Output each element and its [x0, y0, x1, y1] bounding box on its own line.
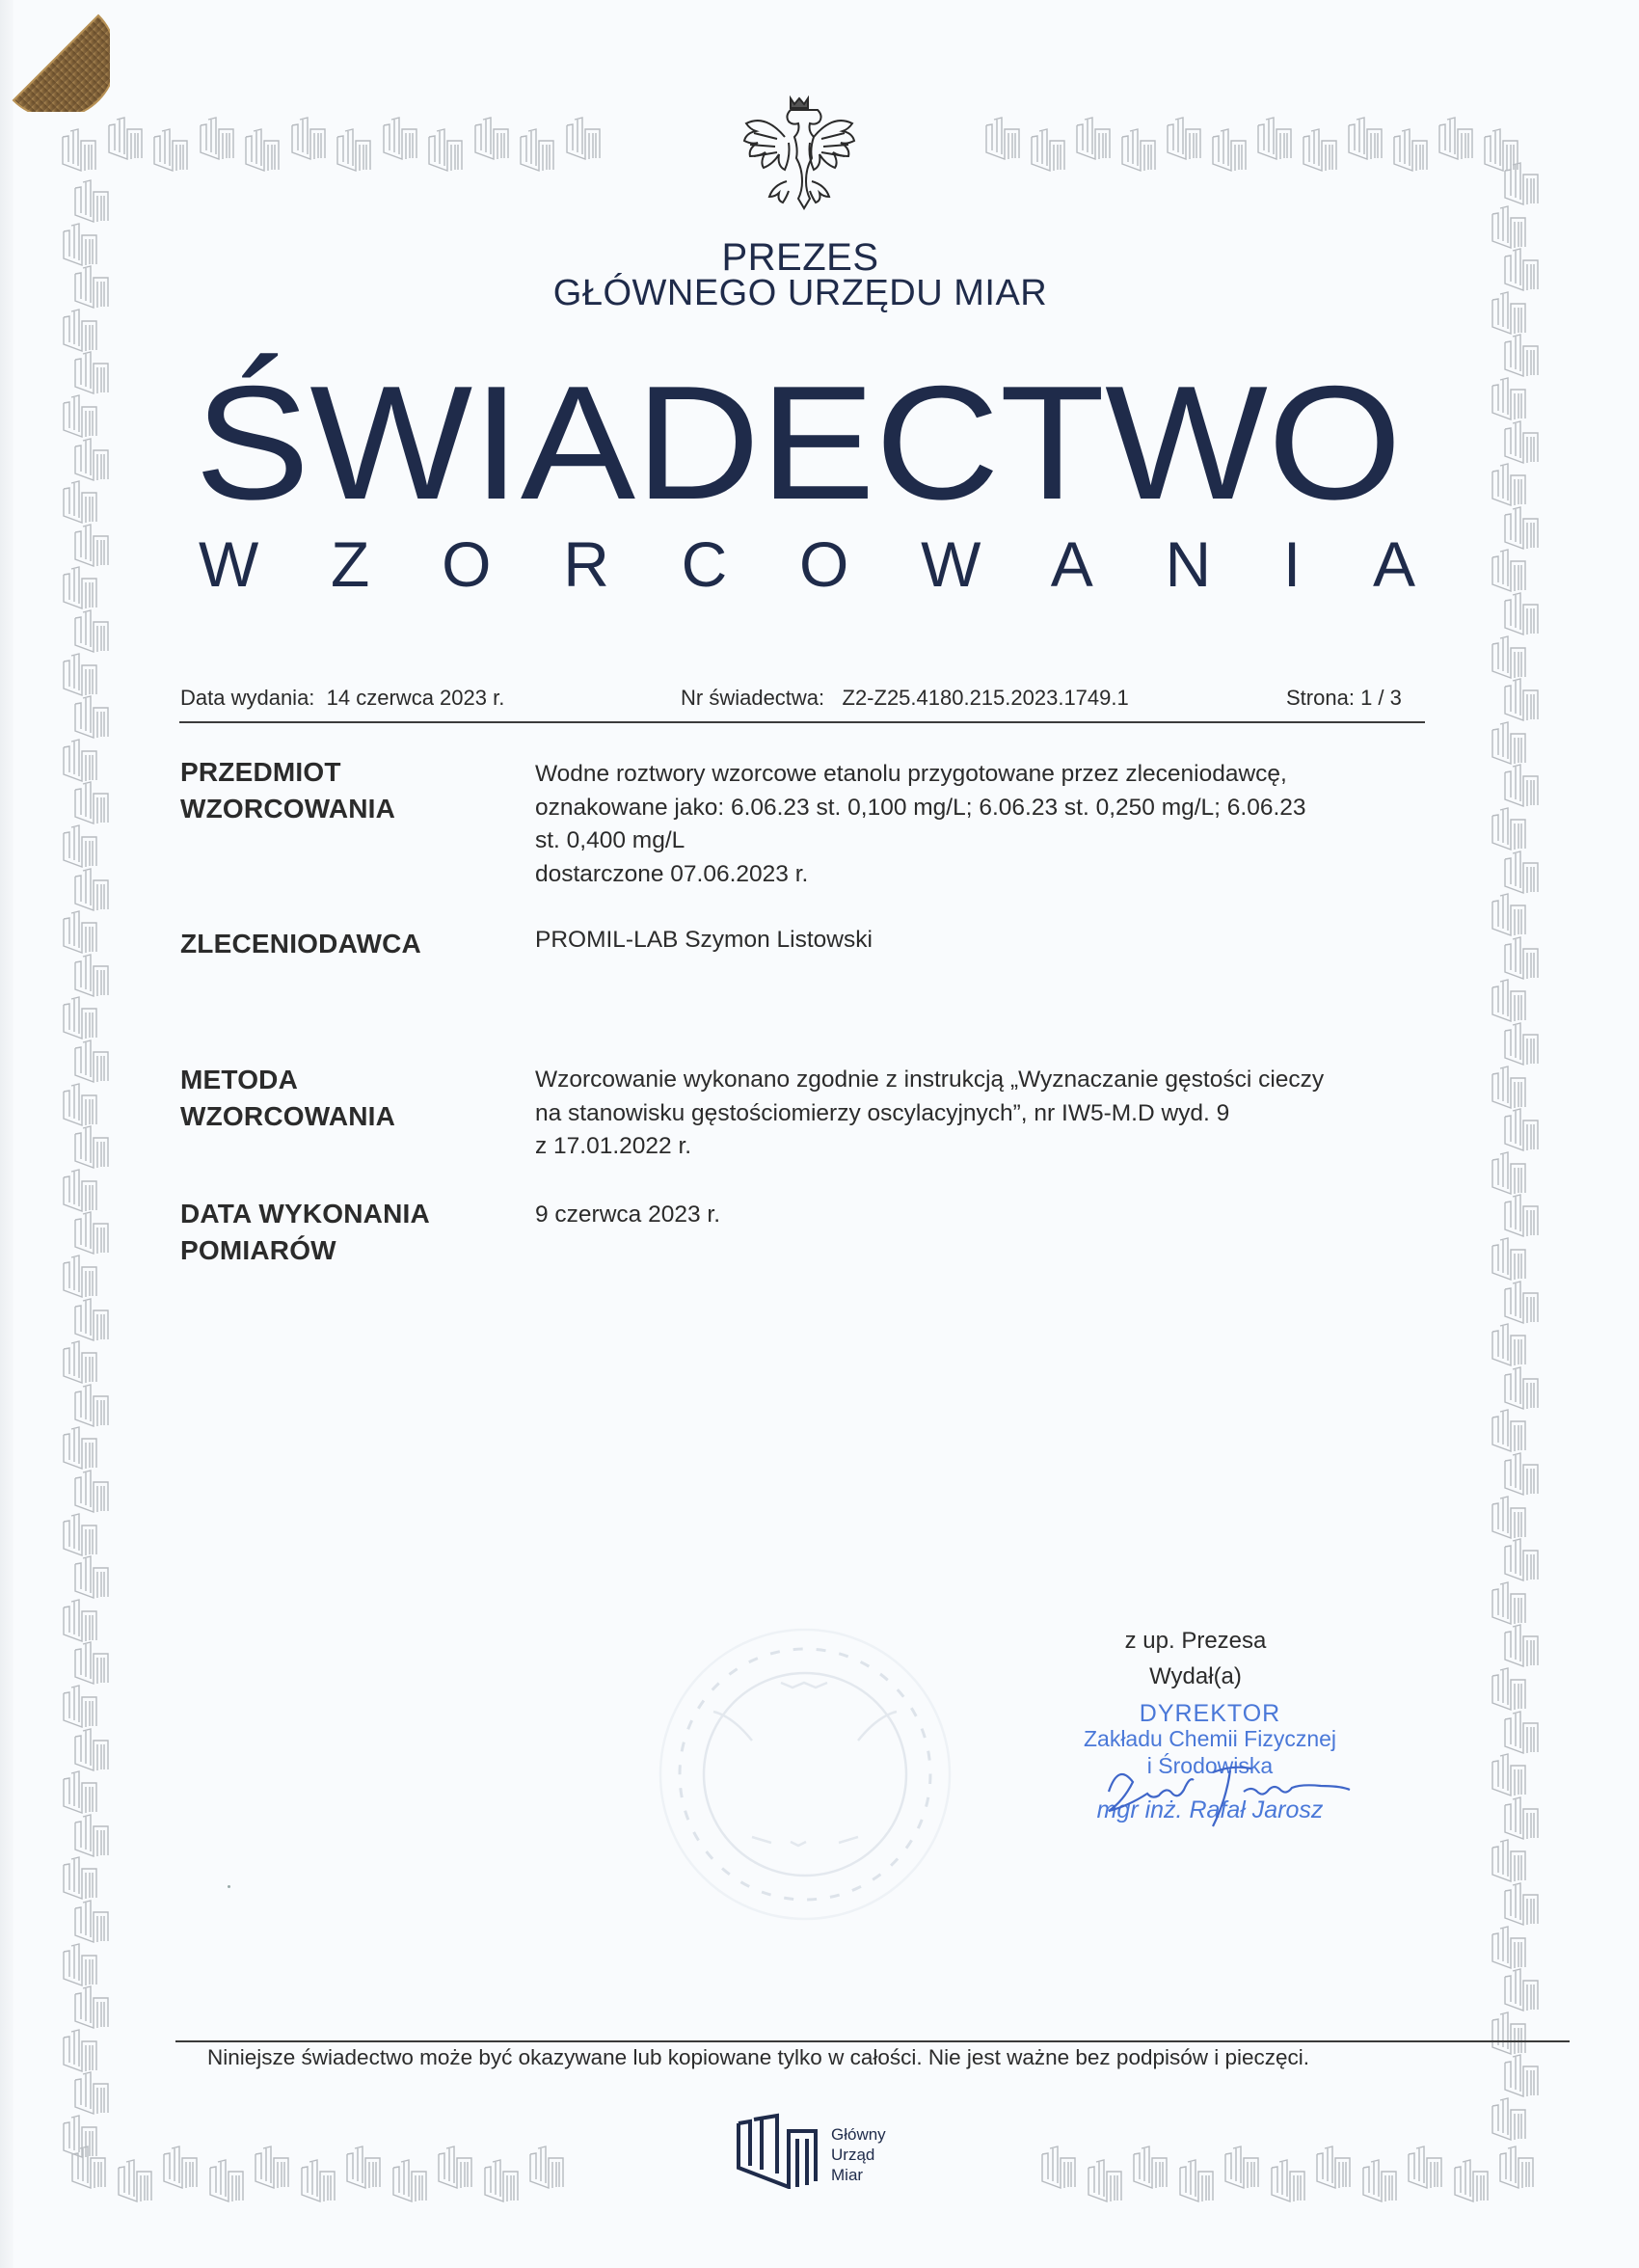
logo-line: Miar [831, 2166, 864, 2184]
issue-date-label: Data wydania: [180, 686, 315, 710]
border-motif-icon [1502, 331, 1541, 377]
border-motif-icon [1210, 125, 1249, 172]
border-motif-icon [1490, 976, 1528, 1022]
border-motif-icon [1490, 1148, 1528, 1195]
certificate-number [681, 686, 1129, 711]
border-motif-icon [253, 2143, 291, 2189]
border-motif-icon [1452, 2156, 1491, 2202]
border-motif-icon [61, 1080, 99, 1126]
border-motif-icon [72, 1811, 111, 1857]
border-motif-icon [1039, 2143, 1078, 2189]
border-motif-icon [1502, 933, 1541, 980]
border-motif-icon [72, 1983, 111, 2029]
border-motif-icon [390, 2156, 429, 2202]
border-motif-icon [1502, 675, 1541, 721]
border-motif-icon [1490, 1063, 1528, 1109]
label-line: PRZEDMIOT [180, 757, 341, 787]
border-motif-icon [106, 114, 145, 160]
border-motif-icon [72, 521, 111, 567]
value-line: PROMIL-LAB Szymon Listowski [535, 927, 873, 953]
section-method-label [180, 1062, 395, 1135]
border-motif-icon [61, 1768, 99, 1814]
border-motif-icon [1502, 418, 1541, 464]
stamp-department-1: Zakładu Chemii Fizycznej [1083, 1726, 1337, 1751]
border-motif-icon [1223, 2143, 1261, 2189]
value-line: na stanowisku gęstościomierzy oscylacyjnych”, nr IW5-M.D wyd. 9 [535, 1099, 1230, 1126]
on-behalf-text: z up. Prezesa [1124, 1628, 1267, 1654]
section-client-value [535, 924, 1422, 958]
section-subject-value [535, 758, 1422, 891]
border-motif-icon [72, 865, 111, 911]
page-indicator [1286, 686, 1402, 711]
border-motif-icon [1029, 125, 1067, 172]
gum-logo-text [831, 2124, 886, 2185]
value-line: st. 0,400 mg/L [535, 827, 685, 853]
border-motif-icon [72, 435, 111, 481]
border-motif-icon [61, 993, 99, 1040]
section-measurement-date-value [535, 1199, 1422, 1232]
border-motif-icon [1490, 1493, 1528, 1539]
border-motif-icon [1490, 1406, 1528, 1452]
border-motif-icon [1490, 890, 1528, 936]
border-motif-icon [472, 114, 511, 160]
border-motif-icon [61, 907, 99, 954]
border-motif-icon [344, 2143, 383, 2189]
border-motif-icon [1502, 1019, 1541, 1066]
border-motif-icon [72, 1295, 111, 1341]
issuer-line-1: PREZES [721, 236, 879, 279]
value-line: Wodne roztwory wzorcowe etanolu przygotowane przez zleceniodawcę, [535, 761, 1287, 787]
border-motif-icon [1502, 1794, 1541, 1840]
border-motif-icon [527, 2143, 566, 2189]
border-motif-icon [1490, 1750, 1528, 1796]
border-motif-icon [1269, 2156, 1307, 2202]
border-motif-icon [1490, 460, 1528, 506]
border-motif-icon [1391, 125, 1430, 172]
border-motif-icon [1314, 2143, 1353, 2189]
issued-by-text: Wydał(a) [1149, 1663, 1242, 1689]
certificate-number-label: Nr świadectwa: [681, 686, 825, 710]
border-motif-icon [1490, 718, 1528, 765]
border-motif-icon [61, 392, 99, 438]
border-motif-icon [1490, 1234, 1528, 1281]
border-motif-icon [1490, 1836, 1528, 1882]
border-motif-icon [1490, 1923, 1528, 1969]
border-motif-icon [1086, 2156, 1124, 2202]
border-motif-icon [1497, 2143, 1536, 2189]
border-motif-icon [72, 1381, 111, 1427]
border-motif-icon [72, 1897, 111, 1943]
border-motif-icon [1490, 546, 1528, 592]
border-motif-icon [72, 1208, 111, 1255]
label-line: DATA WYKONANIA [180, 1199, 430, 1228]
border-motif-icon [1502, 1449, 1541, 1496]
border-motif-icon [1502, 1879, 1541, 1926]
border-motif-icon [289, 114, 328, 160]
border-motif-icon [61, 650, 99, 696]
border-motif-icon [518, 125, 556, 172]
border-motif-icon [72, 692, 111, 739]
issue-date [180, 686, 504, 711]
certificate-title [183, 352, 1427, 608]
gold-seal-icon [10, 12, 110, 112]
border-motif-icon [72, 1638, 111, 1685]
border-motif-icon [61, 1853, 99, 1900]
border-motif-icon [1502, 2051, 1541, 2097]
border-motif-icon [436, 2143, 474, 2189]
page-label: Strona: [1286, 686, 1355, 710]
border-motif-icon [1502, 159, 1541, 205]
certificate-number-value: Z2-Z25.4180.215.2023.1749.1 [842, 686, 1129, 710]
border-motif-icon [1502, 1278, 1541, 1324]
border-motif-icon [1502, 1191, 1541, 1237]
label-line: POMIARÓW [180, 1235, 336, 1265]
border-motif-icon [61, 1682, 99, 1728]
signature-authority [1080, 1623, 1311, 1694]
border-motif-icon [1490, 633, 1528, 679]
border-motif-icon [1406, 2143, 1444, 2189]
border-motif-icon [983, 114, 1022, 160]
polish-eagle-emblem-icon [740, 94, 858, 222]
border-motif-icon [1490, 1320, 1528, 1366]
border-motif-icon [1490, 2094, 1528, 2141]
border-motif-icon [72, 1552, 111, 1599]
border-motif-icon [60, 125, 98, 172]
border-motif-icon [1502, 1708, 1541, 1754]
border-motif-icon [1490, 2009, 1528, 2055]
header-divider [179, 721, 1425, 723]
label-line: ZLECENIODAWCA [180, 929, 421, 958]
section-method-value [535, 1064, 1422, 1164]
border-motif-icon [198, 114, 236, 160]
border-motif-icon [61, 1510, 99, 1556]
border-motif-icon [72, 176, 111, 223]
border-motif-icon [299, 2156, 337, 2202]
label-line: METODA [180, 1065, 299, 1094]
border-motif-icon [61, 1166, 99, 1212]
border-motif-icon [1502, 1364, 1541, 1410]
border-motif-icon [381, 114, 419, 160]
border-motif-icon [116, 2156, 154, 2202]
border-motif-icon [1119, 125, 1158, 172]
border-motif-icon [61, 1252, 99, 1298]
border-motif-icon [1502, 1535, 1541, 1581]
stamp-name: mgr inż. Rafał Jarosz [1096, 1796, 1324, 1823]
border-motif-icon [61, 1940, 99, 1986]
speck [228, 1885, 230, 1888]
border-motif-icon [1360, 2156, 1399, 2202]
border-motif-icon [1437, 114, 1475, 160]
border-motif-icon [1255, 114, 1294, 160]
label-line: WZORCOWANIA [180, 794, 396, 824]
value-line: Wzorcowanie wykonano zgodnie z instrukcją „Wyznaczanie gęstości cieczy [535, 1066, 1325, 1093]
border-motif-icon [564, 114, 603, 160]
border-motif-icon [1346, 114, 1384, 160]
border-motif-icon [335, 125, 373, 172]
value-line: dostarczone 07.06.2023 r. [535, 860, 809, 887]
embossed-seal-icon [656, 1625, 954, 1924]
border-motif-icon [72, 1725, 111, 1771]
border-motif-icon [72, 1037, 111, 1083]
section-subject-label [180, 754, 395, 827]
border-motif-icon [72, 1467, 111, 1513]
border-motif-icon [161, 2143, 200, 2189]
border-motif-icon [61, 1423, 99, 1470]
value-line: z 17.01.2022 r. [535, 1133, 692, 1159]
value-line: oznakowane jako: 6.06.23 st. 0,100 mg/L; 6.06.23 st. 0,250 mg/L; 6.06.23 [535, 794, 1306, 821]
border-motif-icon [207, 2156, 246, 2202]
border-motif-icon [1131, 2143, 1169, 2189]
handwritten-signature [1099, 1753, 1359, 1830]
page-edge [0, 0, 13, 2268]
border-motif-icon [1490, 1664, 1528, 1711]
border-motif-icon [61, 1337, 99, 1384]
issuer-line-2: GŁÓWNEGO URZĘDU MIAR [552, 273, 1048, 313]
border-motif-icon [1502, 848, 1541, 894]
logo-line: Urząd [831, 2146, 875, 2164]
border-motif-icon [1177, 2156, 1216, 2202]
border-motif-icon [1502, 1965, 1541, 2012]
border-motif-icon [61, 2026, 99, 2072]
border-motif-icon [1490, 1579, 1528, 1625]
border-motif-icon [72, 778, 111, 824]
border-motif-icon [1502, 761, 1541, 807]
stamp-department-2: i Środowiska [1146, 1753, 1274, 1778]
border-motif-icon [72, 951, 111, 997]
border-motif-icon [69, 2143, 108, 2189]
border-motif-icon [72, 607, 111, 653]
page-value: 1 / 3 [1360, 686, 1402, 710]
border-motif-icon [1074, 114, 1113, 160]
logo-line: Główny [831, 2125, 886, 2144]
border-motif-icon [1482, 125, 1520, 172]
border-motif-icon [72, 2068, 111, 2115]
border-motif-icon [61, 1596, 99, 1642]
title-main: ŚWIADECTWO [195, 352, 1402, 533]
stamp-title: DYREKTOR [1139, 1700, 1281, 1727]
border-motif-icon [61, 822, 99, 868]
issue-date-value: 14 czerwca 2023 r. [326, 686, 505, 710]
value-line: 9 czerwca 2023 r. [535, 1202, 721, 1228]
border-motif-icon [1502, 589, 1541, 635]
section-measurement-date-label [180, 1196, 430, 1269]
border-motif-icon [151, 125, 190, 172]
footer-notice: Niniejsze świadectwo może być okazywane lub kopiowane tylko w całości. Nie jest ważne bez podpisów i pieczęci. [207, 2045, 1310, 2069]
border-motif-icon [243, 125, 282, 172]
border-motif-icon [1502, 503, 1541, 550]
border-motif-icon [482, 2156, 521, 2202]
footer-divider [175, 2040, 1570, 2042]
border-motif-icon [72, 1122, 111, 1169]
border-motif-icon [1502, 1105, 1541, 1151]
border-motif-icon [61, 736, 99, 782]
border-motif-icon [1301, 125, 1339, 172]
label-line: WZORCOWANIA [180, 1101, 396, 1131]
border-motif-icon [1490, 374, 1528, 420]
border-motif-icon [61, 563, 99, 609]
border-motif-icon [61, 477, 99, 524]
title-sub: WZORCOWANIA [199, 528, 1415, 600]
border-motif-icon [61, 2112, 99, 2158]
border-motif-icon [1490, 804, 1528, 850]
section-client-label [180, 926, 421, 962]
border-motif-icon [1502, 1621, 1541, 1667]
border-motif-icon [1165, 114, 1203, 160]
border-motif-icon [72, 348, 111, 394]
border-motif-icon [426, 125, 465, 172]
